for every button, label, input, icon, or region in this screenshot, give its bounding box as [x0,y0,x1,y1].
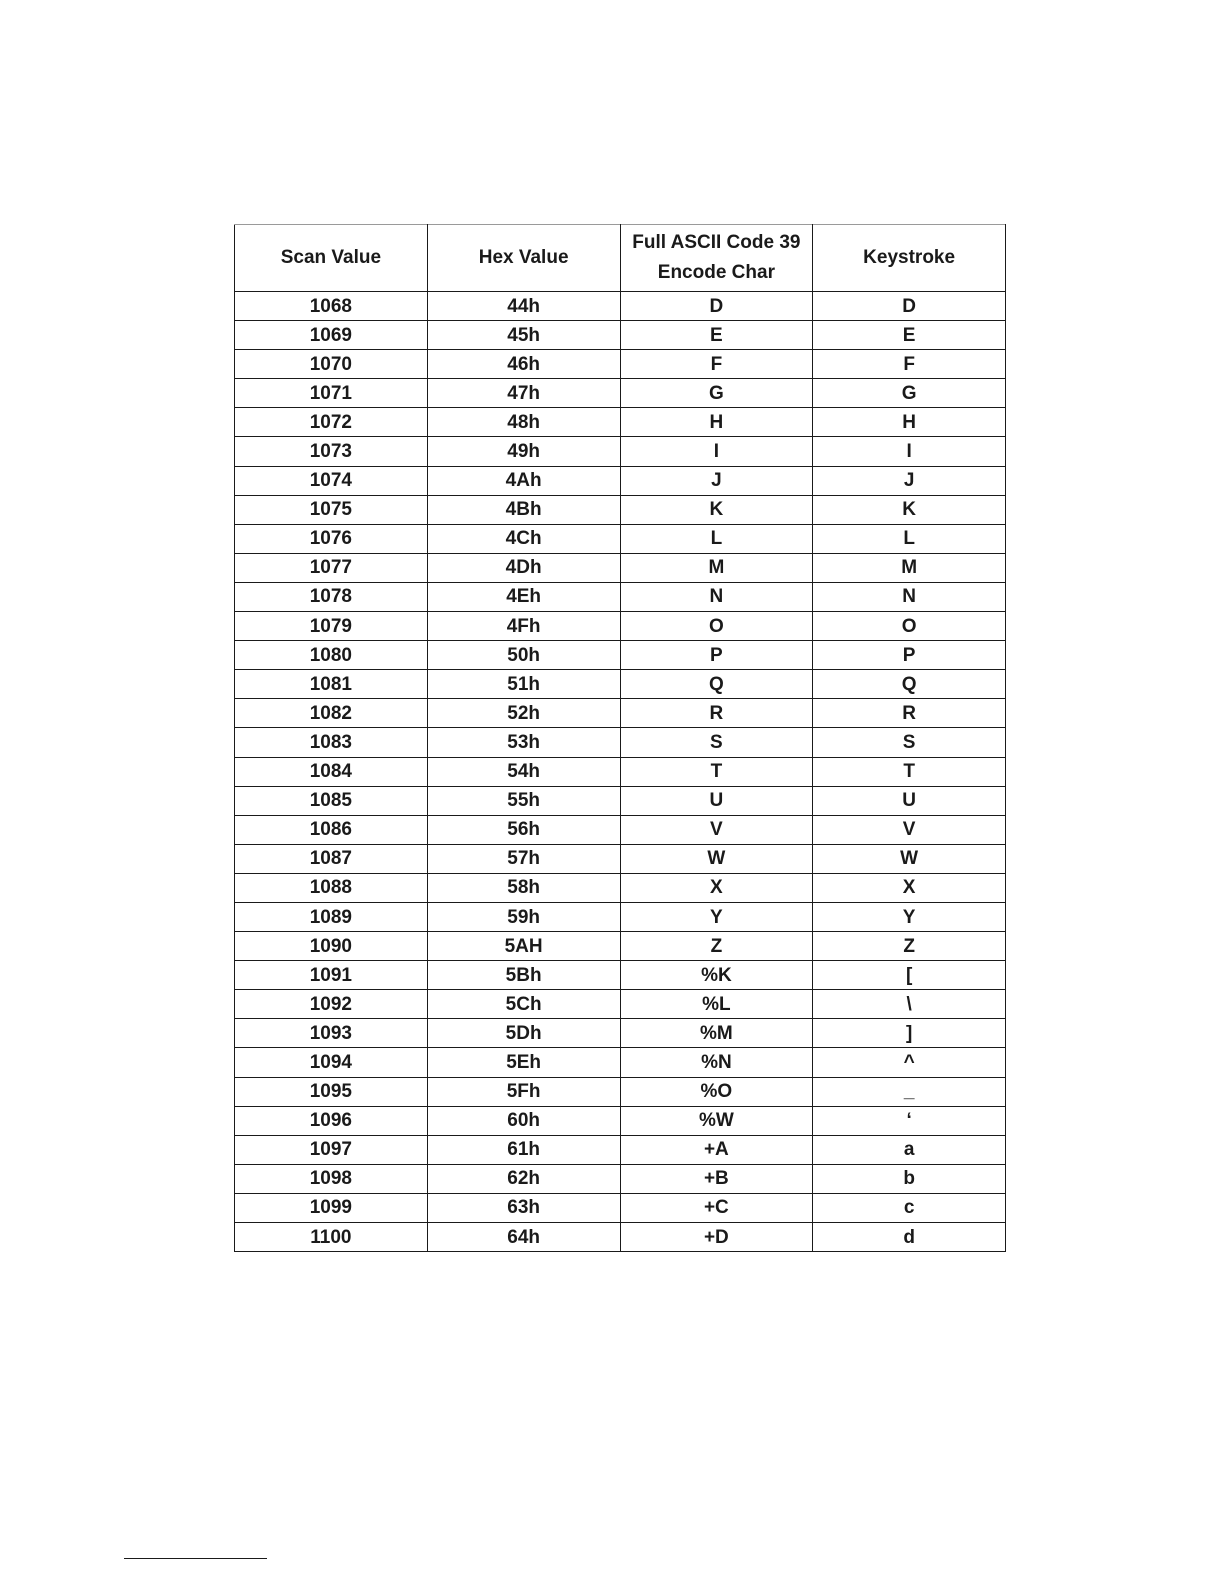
scan-value-cell: 1078 [235,582,428,611]
scan-value-cell: 1069 [235,321,428,350]
hex-value-cell: 61h [427,1135,620,1164]
scan-value-cell: 1079 [235,612,428,641]
scan-value-cell: 1096 [235,1106,428,1135]
keystroke-cell: U [813,786,1006,815]
keystroke-cell: W [813,844,1006,873]
keystroke-cell: c [813,1193,1006,1222]
table-row [235,582,1006,611]
hex-value-cell: 4Eh [427,582,620,611]
header-scan-value [235,225,428,292]
encode-char-cell: Q [620,670,813,699]
table-row [235,990,1006,1019]
scan-value-cell: 1083 [235,728,428,757]
encode-char-cell: Y [620,902,813,931]
encode-char-cell: V [620,815,813,844]
encode-char-cell: E [620,321,813,350]
hex-value-cell: 4Bh [427,495,620,524]
table-row [235,408,1006,437]
scan-value-cell: 1085 [235,786,428,815]
encode-char-cell: K [620,495,813,524]
scan-value-cell: 1074 [235,466,428,495]
keystroke-cell: ^ [813,1048,1006,1077]
hex-value-cell: 64h [427,1223,620,1252]
table-row [235,495,1006,524]
keystroke-cell: F [813,350,1006,379]
keystroke-cell: S [813,728,1006,757]
encode-char-cell: R [620,699,813,728]
keystroke-cell: ] [813,1019,1006,1048]
encode-char-cell: %O [620,1077,813,1106]
table-header [235,225,1006,292]
scan-value-cell: 1095 [235,1077,428,1106]
table-row [235,932,1006,961]
header-row [235,225,1006,292]
keystroke-cell: X [813,873,1006,902]
hex-value-cell: 5Dh [427,1019,620,1048]
scan-value-cell: 1091 [235,961,428,990]
hex-value-cell: 56h [427,815,620,844]
scan-value-cell: 1081 [235,670,428,699]
table-row [235,1077,1006,1106]
keystroke-cell: L [813,524,1006,553]
table-row [235,699,1006,728]
hex-value-cell: 4Ah [427,466,620,495]
scan-value-cell: 1076 [235,524,428,553]
hex-value-cell: 53h [427,728,620,757]
table-row [235,524,1006,553]
hex-value-cell: 4Ch [427,524,620,553]
keystroke-cell: J [813,466,1006,495]
encode-char-cell: +C [620,1193,813,1222]
keystroke-cell: T [813,757,1006,786]
keystroke-cell: d [813,1223,1006,1252]
hex-value-cell: 4Fh [427,612,620,641]
scan-value-cell: 1073 [235,437,428,466]
header-encode-char [620,225,813,292]
table-row [235,1223,1006,1252]
table-row [235,728,1006,757]
table-row [235,670,1006,699]
hex-value-cell: 5Bh [427,961,620,990]
encode-char-cell: +A [620,1135,813,1164]
encode-char-cell: F [620,350,813,379]
scan-value-cell: 1075 [235,495,428,524]
scan-value-cell: 1098 [235,1164,428,1193]
header-keystroke [813,225,1006,292]
footnote-separator [124,1558,267,1559]
encode-char-cell: %M [620,1019,813,1048]
table-row [235,379,1006,408]
table-row [235,815,1006,844]
encode-char-cell: %N [620,1048,813,1077]
encode-char-cell: P [620,641,813,670]
encode-char-cell: H [620,408,813,437]
header-hex-value-label: Hex Value [478,247,569,268]
scan-value-cell: 1086 [235,815,428,844]
table-row [235,321,1006,350]
hex-value-cell: 63h [427,1193,620,1222]
table-row [235,641,1006,670]
encode-char-cell: O [620,612,813,641]
table-row [235,873,1006,902]
table-row [235,1106,1006,1135]
hex-value-cell: 57h [427,844,620,873]
keystroke-cell: _ [813,1077,1006,1106]
hex-value-cell: 49h [427,437,620,466]
encode-char-cell: M [620,553,813,582]
table-row [235,844,1006,873]
table-row [235,292,1006,321]
hex-value-cell: 46h [427,350,620,379]
scan-value-cell: 1072 [235,408,428,437]
keystroke-cell: D [813,292,1006,321]
keystroke-cell: E [813,321,1006,350]
hex-value-cell: 5Eh [427,1048,620,1077]
scan-value-cell: 1093 [235,1019,428,1048]
scan-value-cell: 1077 [235,553,428,582]
table-row [235,1193,1006,1222]
hex-value-cell: 55h [427,786,620,815]
keystroke-cell: Q [813,670,1006,699]
encode-char-cell: T [620,757,813,786]
encode-char-cell: %W [620,1106,813,1135]
encode-char-cell: J [620,466,813,495]
header-scan-value-label: Scan Value [280,247,382,268]
hex-value-cell: 4Dh [427,553,620,582]
table-row [235,961,1006,990]
keystroke-cell: Z [813,932,1006,961]
ascii-code39-table [234,224,1006,1252]
encode-char-cell: +D [620,1223,813,1252]
keystroke-cell: I [813,437,1006,466]
scan-value-cell: 1082 [235,699,428,728]
hex-value-cell: 47h [427,379,620,408]
header-hex-value [427,225,620,292]
scan-value-cell: 1100 [235,1223,428,1252]
table-row [235,1135,1006,1164]
table-row [235,902,1006,931]
table-row [235,1164,1006,1193]
scan-value-cell: 1070 [235,350,428,379]
encode-char-cell: L [620,524,813,553]
encode-char-cell: X [620,873,813,902]
keystroke-cell: M [813,553,1006,582]
keystroke-cell: G [813,379,1006,408]
hex-value-cell: 54h [427,757,620,786]
table-row [235,757,1006,786]
table-row [235,466,1006,495]
encode-char-cell: D [620,292,813,321]
table-row [235,437,1006,466]
table-row [235,553,1006,582]
hex-value-cell: 45h [427,321,620,350]
hex-value-cell: 58h [427,873,620,902]
encode-char-cell: U [620,786,813,815]
encode-char-cell: Z [620,932,813,961]
scan-value-cell: 1094 [235,1048,428,1077]
table-row [235,1019,1006,1048]
table-row [235,350,1006,379]
hex-value-cell: 62h [427,1164,620,1193]
encode-char-cell: %L [620,990,813,1019]
scan-value-cell: 1099 [235,1193,428,1222]
hex-value-cell: 5AH [427,932,620,961]
encode-char-cell: G [620,379,813,408]
hex-value-cell: 48h [427,408,620,437]
keystroke-cell: N [813,582,1006,611]
scan-value-cell: 1068 [235,292,428,321]
keystroke-cell: O [813,612,1006,641]
header-encode-char-line1: Full ASCII Code 39 [632,232,801,253]
encode-char-cell: N [620,582,813,611]
table-row [235,786,1006,815]
keystroke-cell: P [813,641,1006,670]
encode-char-cell: %K [620,961,813,990]
hex-value-cell: 5Ch [427,990,620,1019]
encode-char-cell: I [620,437,813,466]
scan-value-cell: 1071 [235,379,428,408]
scan-value-cell: 1090 [235,932,428,961]
keystroke-cell: V [813,815,1006,844]
scan-value-cell: 1088 [235,873,428,902]
keystroke-cell: H [813,408,1006,437]
scan-value-cell: 1089 [235,902,428,931]
scan-value-cell: 1092 [235,990,428,1019]
hex-value-cell: 60h [427,1106,620,1135]
scan-value-cell: 1097 [235,1135,428,1164]
keystroke-cell: a [813,1135,1006,1164]
keystroke-cell: R [813,699,1006,728]
hex-value-cell: 52h [427,699,620,728]
table-row [235,1048,1006,1077]
encode-char-cell: W [620,844,813,873]
table-body [235,292,1006,1252]
keystroke-cell: K [813,495,1006,524]
encode-char-cell: S [620,728,813,757]
keystroke-cell: Y [813,902,1006,931]
hex-value-cell: 44h [427,292,620,321]
table-row [235,612,1006,641]
hex-value-cell: 5Fh [427,1077,620,1106]
scan-value-cell: 1087 [235,844,428,873]
hex-value-cell: 59h [427,902,620,931]
header-encode-char-line2: Encode Char [657,262,775,283]
keystroke-cell: b [813,1164,1006,1193]
hex-value-cell: 51h [427,670,620,699]
scan-value-cell: 1080 [235,641,428,670]
encode-char-cell: +B [620,1164,813,1193]
keystroke-cell: ‘ [813,1106,1006,1135]
keystroke-cell: [ [813,961,1006,990]
hex-value-cell: 50h [427,641,620,670]
header-keystroke-label: Keystroke [863,247,956,268]
scan-value-cell: 1084 [235,757,428,786]
keystroke-cell: \ [813,990,1006,1019]
